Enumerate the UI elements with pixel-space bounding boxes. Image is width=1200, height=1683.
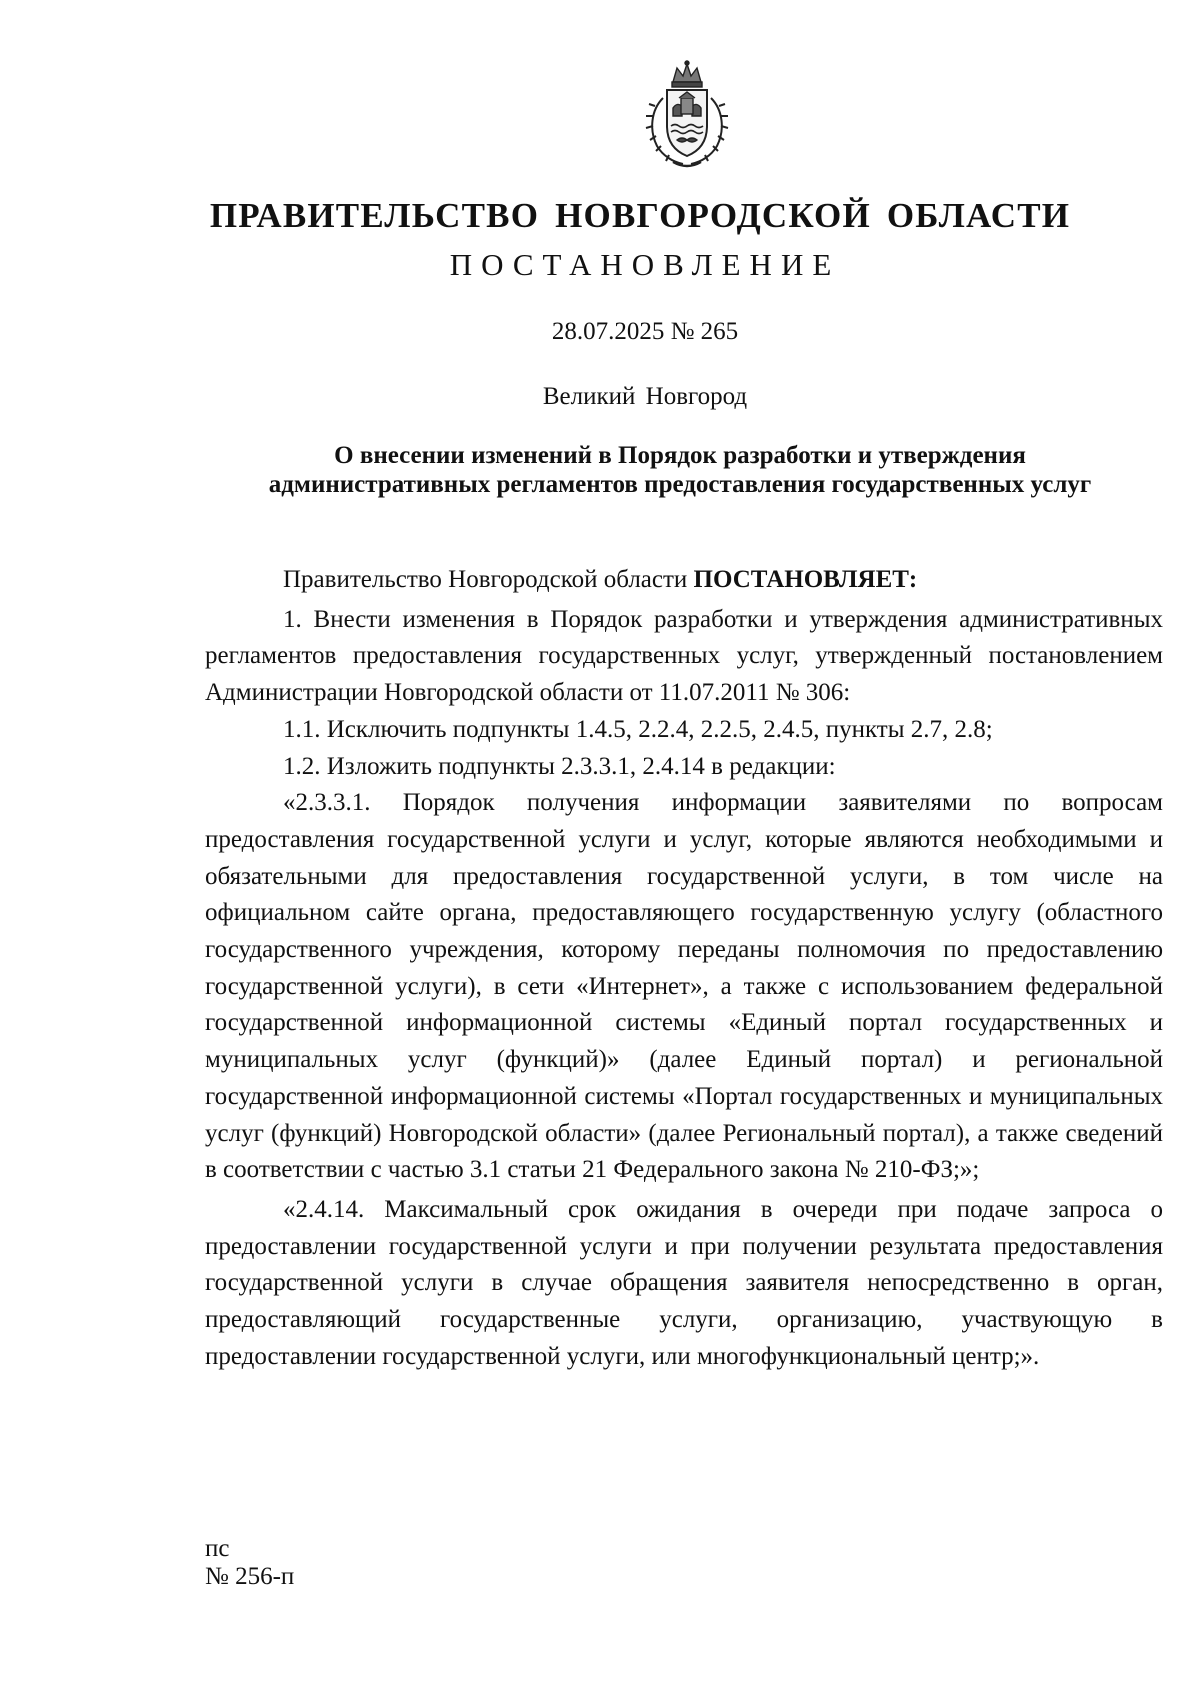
organization-title: ПРАВИТЕЛЬСТВО НОВГОРОДСКОЙ ОБЛАСТИ [209,196,1071,235]
quoted-clause-2-3-3-1: «2.3.3.1. Порядок получения информации заявителями по вопросам предоставления государственной услуги и услуг, которые являются необходимыми и обязательными для предоставления государственной услуги, в том числе на официальном сайте органа, предоставляющего государственную услугу (областного государственного учреждения, которому переданы полномочия по предоставлению государственной услуги), в сети «Интернет», а также с использованием федеральной государственной информационной системы «Единый портал государственных и муниципальных услуг (функций)» (далее Единый портал) и региональной государственной информационной системы «Портал государственных и муниципальных услуг (функций) Новгородской области» (далее Региональный портал), а также сведений в соответствии с частью 3.1 статьи 21 Федерального закона № 210-ФЗ;»; [205,789,1163,1184]
preamble-resolves: ПОСТАНОВЛЯЕТ: [693,566,918,593]
document-place: Великий Новгород [542,383,748,410]
code-line-2: № 256-п [205,1563,295,1590]
document-date-number: 28.07.2025 № 265 [551,318,739,345]
paragraph-1-2: 1.2. Изложить подпункты 2.3.3.1, 2.4.14 в редакции: [283,752,836,780]
subject-line-2: административных регламентов предоставления государственных услуг [268,471,1092,498]
preamble-paragraph [205,562,1163,599]
document-body [205,562,1163,1375]
novgorod-coat-of-arms-icon [643,60,731,172]
document-subject [200,441,1160,499]
subject-line-1: О внесении изменений в Порядок разработки и утверждения [334,442,1026,469]
code-line-1: пс [205,1535,230,1562]
preamble-text: Правительство Новгородской области [283,566,694,593]
paragraph-1-1: 1.1. Исключить подпункты 1.4.5, 2.2.4, 2.2.5, 2.4.5, пункты 2.7, 2.8; [283,715,993,743]
quoted-clause-2-4-14: «2.4.14. Максимальный срок ожидания в очереди при подаче запроса о предоставлении государственной услуги и при получении результата предоставления государственной услуги в случае обращения заявителя непосредственно в орган, предоставляющий государственные услуги, организацию, участвующую в предоставлении государственной услуги, или многофункциональный центр;». [205,1195,1163,1370]
paragraph-1: 1. Внести изменения в Порядок разработки и утверждения административных регламентов предоставления государственных услуг, утвержденный постановлением Администрации Новгородской области от 11.07.2011 № 306: [205,605,1163,707]
document-type: ПОСТАНОВЛЕНИЕ [449,247,841,282]
document-registration-code [205,1535,294,1591]
